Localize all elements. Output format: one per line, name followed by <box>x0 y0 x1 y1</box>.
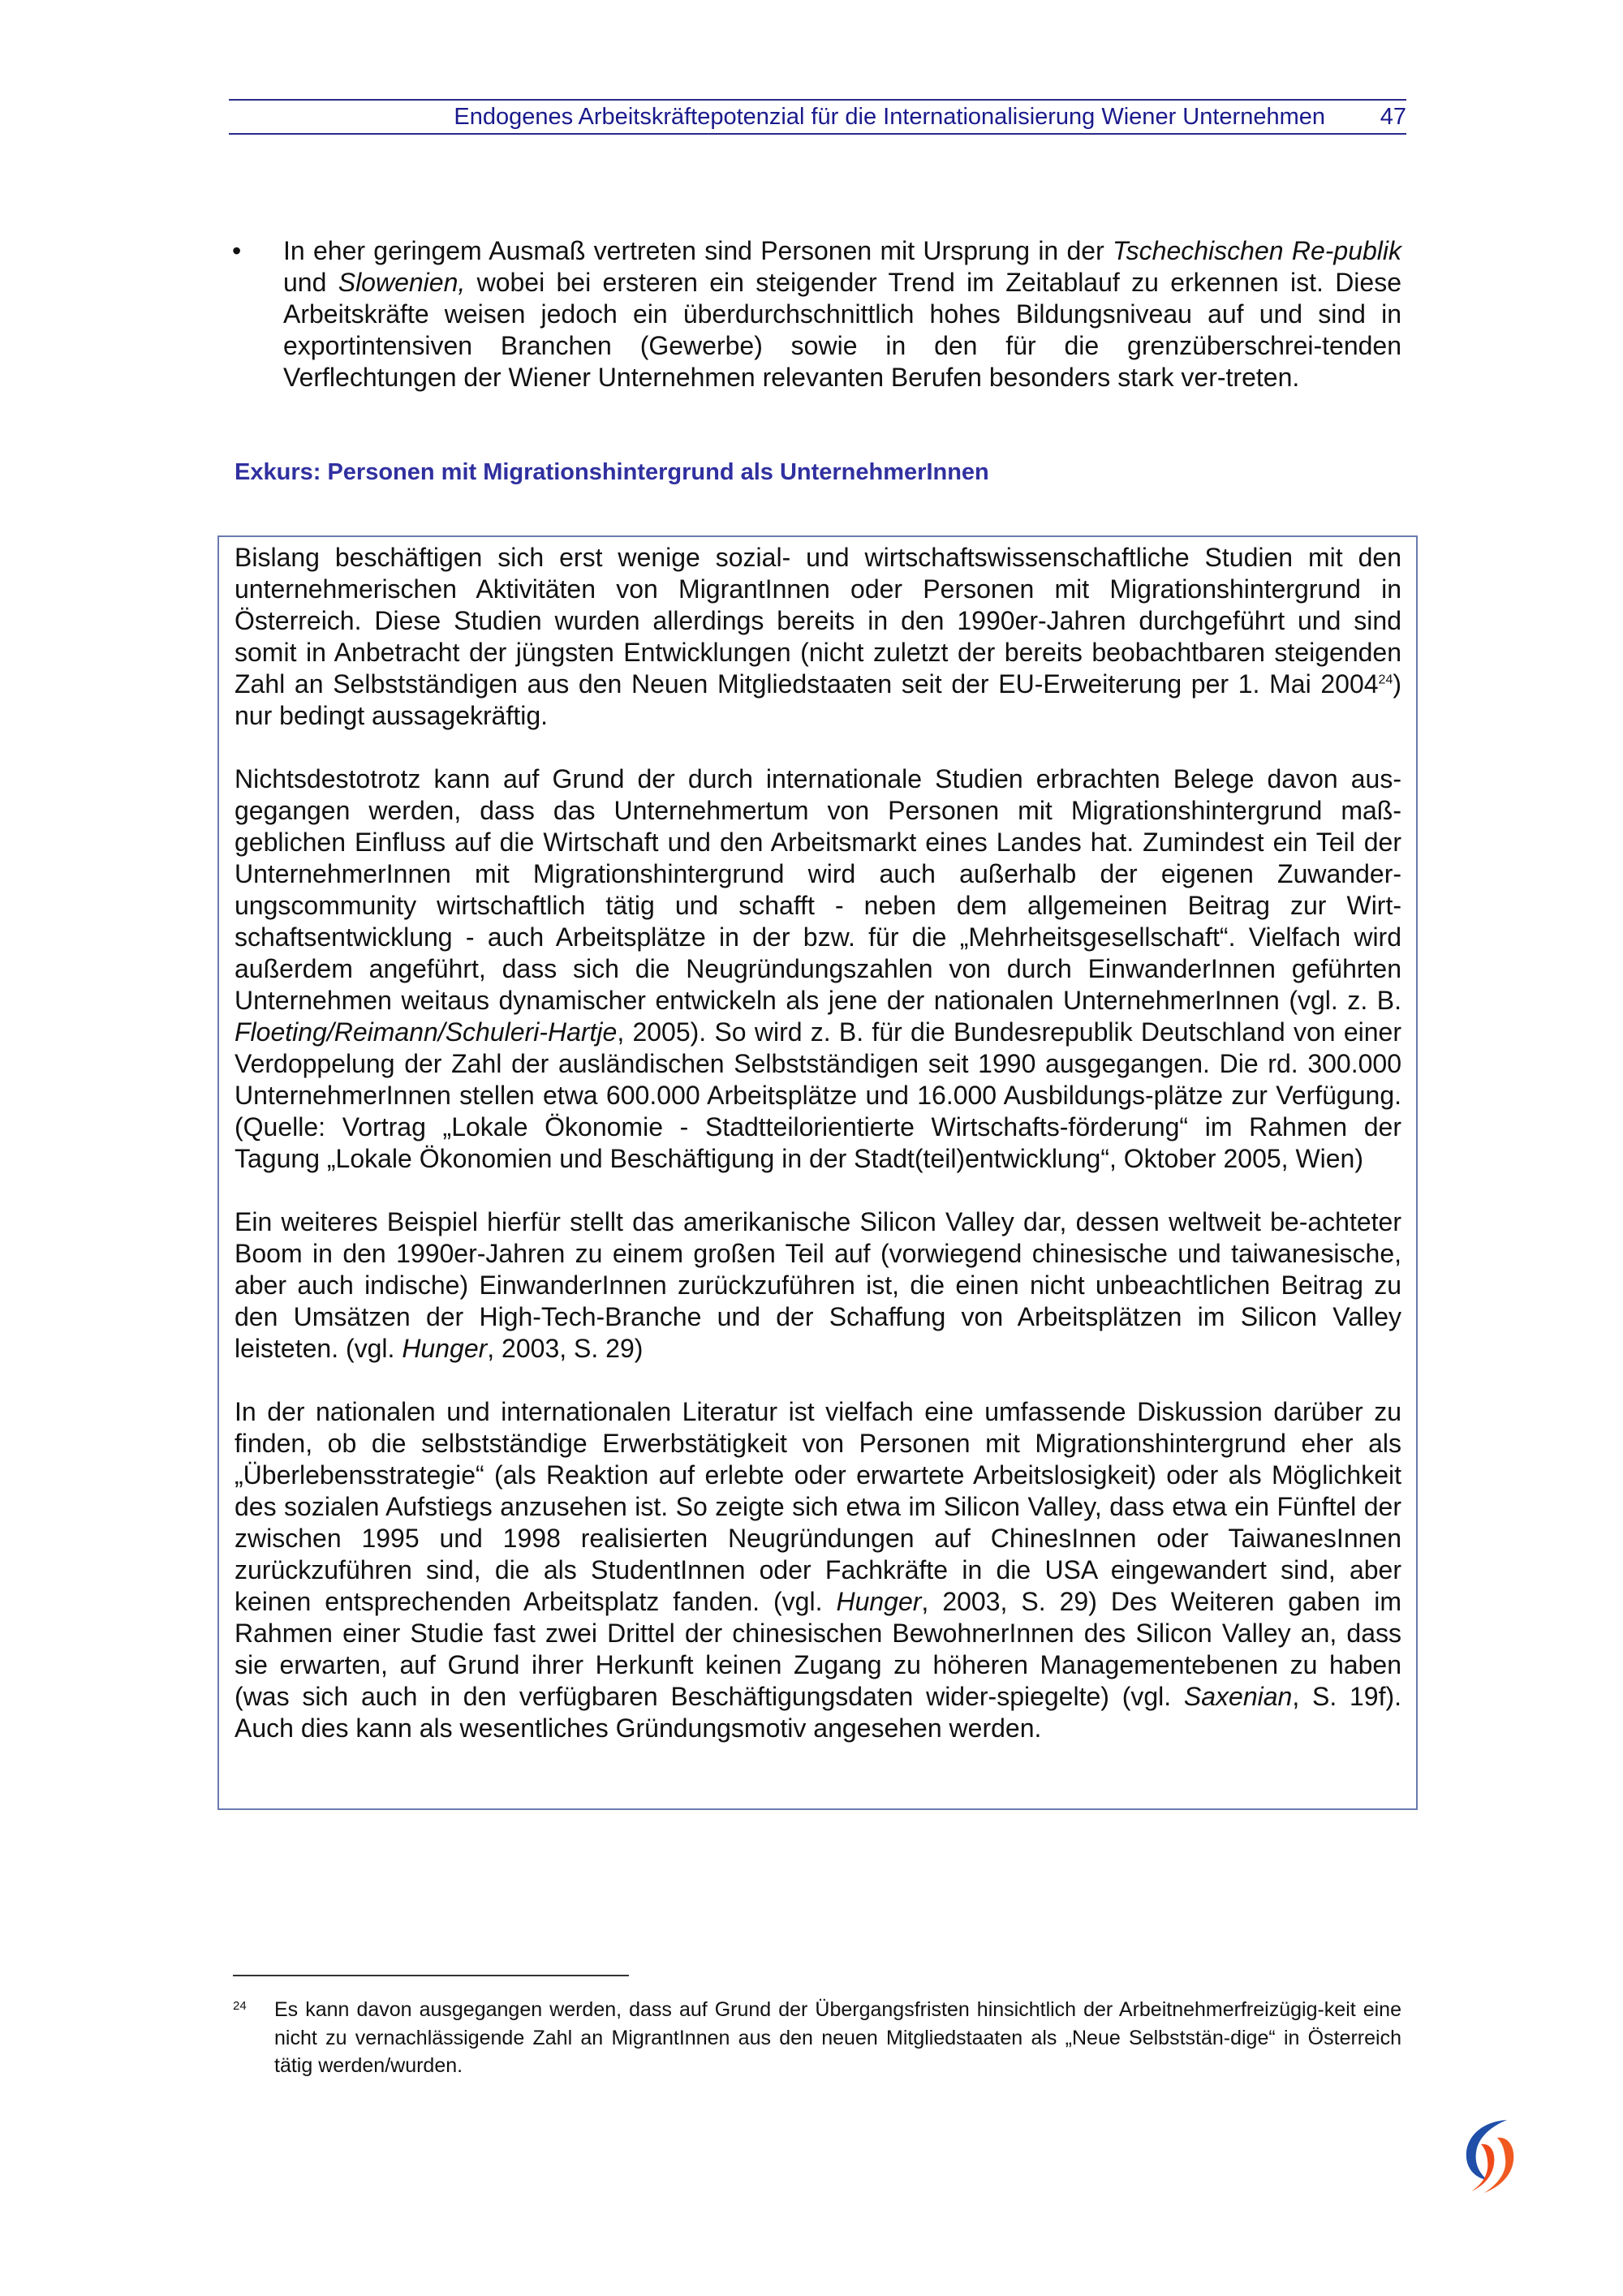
text-run: In eher geringem Ausmaß vertreten sind Personen mit Ursprung in der <box>283 236 1113 265</box>
bullet-icon: • <box>232 236 242 265</box>
header-bottom-rule <box>229 133 1406 135</box>
footnote-separator <box>233 1975 629 1976</box>
text-run: , 2003, S. 29) Des Weiteren gaben im Rahmen einer Studie fast zwei Drittel der chinesischen BewohnerInnen des Silicon Valley an, dass sie erwarten, auf Grund ihrer Herkunft keinen Zugang zu höheren Managementebenen zu haben (was sich auch in den verfügbaren Beschäftigungsdaten wider-spiegelte) (vgl. <box>235 1587 1402 1711</box>
logo-icon <box>1457 2113 1530 2195</box>
italic-text: Saxenian <box>1183 1682 1293 1711</box>
footnote-text: Es kann davon ausgegangen werden, dass auf Grund der Übergangsfristen hinsichtlich der Arbeitnehmerfreizügig-keit eine nicht zu vernachlässigende Zahl an MigrantInnen aus den neuen Mitgliedstaaten als „Neue Selbststän-dige“ in Österreich tätig werden/wurden. <box>274 1998 1401 2077</box>
box-paragraph <box>235 542 1401 732</box>
italic-text: Tschechischen Re-publik <box>1113 236 1402 265</box>
page-header <box>229 101 1406 133</box>
italic-text: Hunger <box>836 1587 922 1616</box>
box-paragraph <box>235 1206 1401 1365</box>
text-run: ) nur bedingt aussagekräftig. <box>235 669 1401 730</box>
section-heading: Exkurs: Personen mit Migrationshintergrund als UnternehmerInnen <box>235 459 989 485</box>
page-number: 47 <box>1380 104 1406 130</box>
text-run: , 2005). So wird z. B. für die Bundesrepublik Deutschland von einer Verdoppelung der Zahl der ausländischen Selbstständigen seit 1990 ausgegangen. Die rd. 300.000 UnternehmerInnen stellen etwa 600.000 Arbeitsplätze und 16.000 Ausbildungs-plätze zur Verfügung. (Quelle: Vortrag „Lokale Ökonomie - Stadtteilorientierte Wirtschafts-förderung“ im Rahmen der Tagung „Lokale Ökonomien und Beschäftigung in der Stadt(teil)entwicklung“, Oktober 2005, Wien) <box>235 1017 1401 1173</box>
footnote <box>233 1996 1401 2080</box>
box-content <box>235 542 1401 1776</box>
text-run: Bislang beschäftigen sich erst wenige sozial- und wirtschaftswissenschaftliche Studien mit den unternehmerischen Aktivitäten von MigrantInnen oder Personen mit Migrationshintergrund in Österreich. Diese Studien wurden allerdings bereits in den 1990er-Jahren durchgeführt und sind somit in Anbetracht der jüngsten Entwicklungen (nicht zuletzt der bereits beobachtbaren steigenden Zahl an Selbstständigen aus den Neuen Mitgliedstaaten seit der EU-Erweiterung per 1. Mai 2004 <box>235 543 1401 699</box>
text-run: und <box>283 268 338 297</box>
box-paragraph <box>235 1396 1401 1744</box>
italic-text: Hunger <box>402 1334 488 1363</box>
text-run: , 2003, S. 29) <box>487 1334 644 1363</box>
footnote-reference: 24 <box>1378 673 1393 687</box>
italic-text: Slowenien, <box>338 268 466 297</box>
footnote-number: 24 <box>233 1999 247 2013</box>
italic-text: Floeting/Reimann/Schuleri-Hartje <box>235 1017 618 1047</box>
text-run: , S. 19f). Auch dies kann als wesentliches Gründungsmotiv angesehen werden. <box>235 1682 1401 1743</box>
box-paragraph <box>235 763 1401 1175</box>
header-title: Endogenes Arbeitskräftepotenzial für die Internationalisierung Wiener Unternehmen <box>454 104 1325 130</box>
text-run: Ein weiteres Beispiel hierfür stellt das amerikanische Silicon Valley dar, dessen weltweit be-achteter Boom in den 1990er-Jahren zu einem großen Teil auf (vorwiegend chinesische und taiwanesische, aber auch indische) EinwanderInnen zurückzuführen ist, die einen nicht unbeachtlichen Beitrag zu den Umsätzen der High-Tech-Branche und der Schaffung von Arbeitsplätzen im Silicon Valley leisteten. (vgl. <box>235 1207 1401 1363</box>
text-run: In der nationalen und internationalen Literatur ist vielfach eine umfassende Diskussion darüber zu finden, ob die selbstständige Erwerbstätigkeit von Personen mit Migrationshintergrund eher als „Überlebensstrategie“ (als Reaktion auf erlebte oder erwartete Arbeitslosigkeit) oder als Möglichkeit des sozialen Aufstiegs anzusehen ist. So zeigte sich etwa im Silicon Valley, dass etwa ein Fünftel der zwischen 1995 und 1998 realisierten Neugründungen auf ChinesInnen oder TaiwanesInnen zurückzuführen sind, die als StudentInnen oder Fachkräfte in die USA eingewandert sind, aber keinen entsprechenden Arbeitsplatz fanden. (vgl. <box>235 1397 1401 1616</box>
text-run: Nichtsdestotrotz kann auf Grund der durch internationale Studien erbrachten Belege davon aus-gegangen werden, dass das Unternehmertum von Personen mit Migrationshintergrund maß-geblichen Einfluss auf die Wirtschaft und den Arbeitsmarkt eines Landes hat. Zumindest ein Teil der UnternehmerInnen mit Migrationshintergrund wird auch außerhalb der eigenen Zuwander-ungscommunity wirtschaftlich tätig und schafft - neben dem allgemeinen Beitrag zur Wirt-schaftsentwicklung - auch Arbeitsplätze in der bzw. für die „Mehrheitsgesellschaft“. Vielfach wird außerdem angeführt, dass sich die Neugründungszahlen von durch EinwanderInnen geführten Unternehmen weitaus dynamischer entwickeln als jene der nationalen UnternehmerInnen (vgl. z. B. <box>235 764 1401 1015</box>
excursus-box <box>217 535 1418 1810</box>
text-run: wobei bei ersteren ein steigender Trend im Zeitablauf zu erkennen ist. Diese Arbeitskräfte weisen jedoch ein überdurchschnittlich hohes Bildungsniveau auf und sind in exportintensiven Branchen (Gewerbe) sowie in den für die grenzüberschrei-tenden Verflechtungen der Wiener Unternehmen relevanten Berufen besonders stark ver-treten. <box>283 268 1402 392</box>
bullet-paragraph <box>283 235 1401 393</box>
